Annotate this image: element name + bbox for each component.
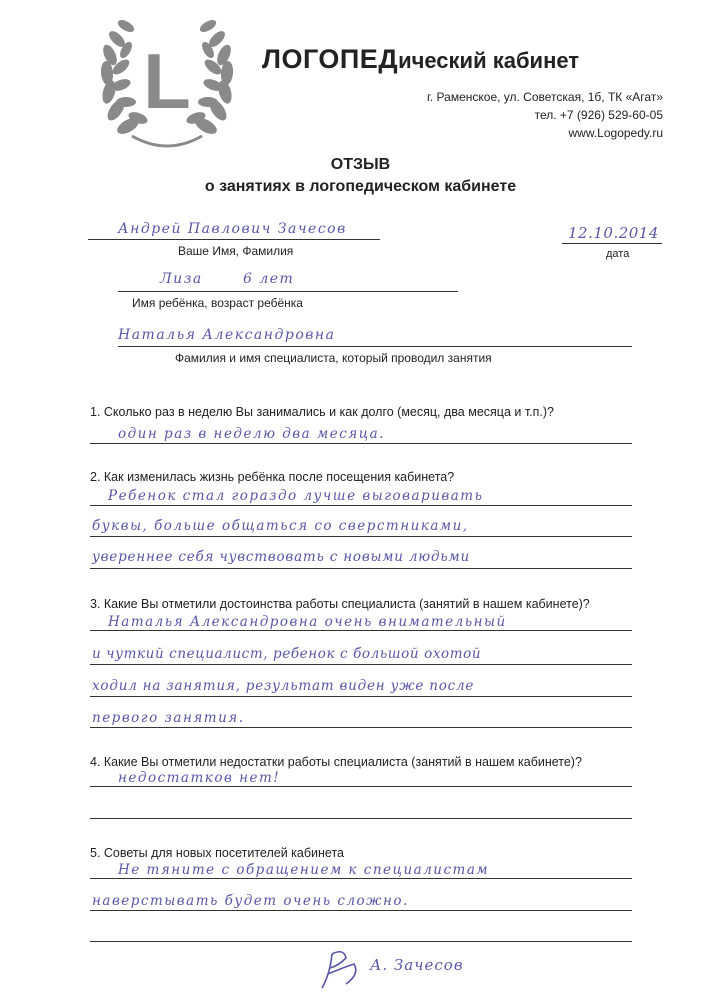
- date-value[interactable]: 12.10.2014: [568, 224, 659, 242]
- address: г. Раменское, ул. Советская, 1б, ТК «Агат»: [426, 90, 663, 104]
- question-1: 1. Сколько раз в неделю Вы занимались и как долго (месяц, два месяца и т.п.)?: [90, 405, 554, 419]
- answer-line: [90, 568, 632, 569]
- logo-letter: L: [143, 37, 191, 125]
- answer-line: [90, 818, 632, 819]
- answer-line: [90, 941, 632, 942]
- answer-line: [90, 630, 632, 631]
- date-label: дата: [606, 248, 630, 260]
- form-subtitle: о занятиях в логопедическом кабинете: [204, 178, 517, 195]
- laurel-wreath-logo-icon: [92, 6, 242, 156]
- answer-3-line-3[interactable]: ходил на занятия, результат виден уже после: [92, 678, 475, 694]
- name-line: [88, 239, 380, 240]
- question-5: 5. Советы для новых посетителей кабинета: [90, 846, 344, 860]
- question-2: 2. Как изменилась жизнь ребёнка после посещения кабинета?: [90, 470, 455, 484]
- answer-1-line-1[interactable]: один раз в неделю два месяца.: [118, 426, 385, 442]
- brand-rest: ический кабинет: [398, 48, 580, 73]
- answer-2-line-2[interactable]: буквы, больше общаться со сверстниками,: [92, 518, 469, 534]
- child-name-value[interactable]: Лиза: [160, 271, 203, 287]
- name-label: Ваше Имя, Фамилия: [178, 244, 294, 258]
- answer-5-line-2[interactable]: наверстывать будет очень сложно.: [92, 893, 409, 909]
- answer-line: [90, 505, 632, 506]
- name-value[interactable]: Андрей Павлович Зачесов: [118, 221, 347, 237]
- question-3: 3. Какие Вы отметили достоинства работы специалиста (занятий в нашем кабинете)?: [90, 597, 590, 611]
- brand-title: [262, 44, 579, 75]
- date-line: [562, 243, 662, 244]
- website-link[interactable]: www.Logopedy.ru: [568, 126, 663, 140]
- answer-4-line-1[interactable]: недостатков нет!: [118, 770, 281, 786]
- answer-3-line-2[interactable]: и чуткий специалист, ребенок с большой охотой: [92, 646, 482, 662]
- answer-line: [90, 696, 632, 697]
- signature: А. Зачесов: [370, 956, 464, 974]
- answer-line: [90, 910, 632, 911]
- specialist-value[interactable]: Наталья Александровна: [118, 327, 336, 343]
- form-title: ОТЗЫВ: [330, 156, 391, 173]
- answer-3-line-4[interactable]: первого занятия.: [92, 710, 245, 726]
- answer-line: [90, 727, 632, 728]
- answer-3-line-1[interactable]: Наталья Александровна очень внимательный: [108, 614, 507, 630]
- question-4: 4. Какие Вы отметили недостатки работы специалиста (занятий в нашем кабинете)?: [90, 755, 582, 769]
- brand-caps: ЛОГОПЕД: [262, 44, 399, 74]
- answer-line: [90, 536, 632, 537]
- answer-2-line-3[interactable]: увереннее себя чувствовать с новыми людьми: [92, 549, 470, 565]
- answer-line: [90, 443, 632, 444]
- answer-line: [90, 878, 632, 879]
- child-label: Имя ребёнка, возраст ребёнка: [132, 296, 303, 310]
- specialist-label: Фамилия и имя специалиста, который проводил занятия: [175, 351, 492, 365]
- answer-line: [90, 664, 632, 665]
- answer-line: [90, 786, 632, 787]
- answer-5-line-1[interactable]: Не тяните с обращением к специалистам: [118, 862, 490, 878]
- specialist-line: [118, 346, 632, 347]
- child-age-value[interactable]: 6 лет: [243, 271, 295, 287]
- answer-2-line-1[interactable]: Ребенок стал гораздо лучше выговаривать: [108, 488, 484, 504]
- signature-scribble-icon: [316, 944, 376, 994]
- phone: тел. +7 (926) 529-60-05: [534, 108, 663, 122]
- child-line: [118, 291, 458, 292]
